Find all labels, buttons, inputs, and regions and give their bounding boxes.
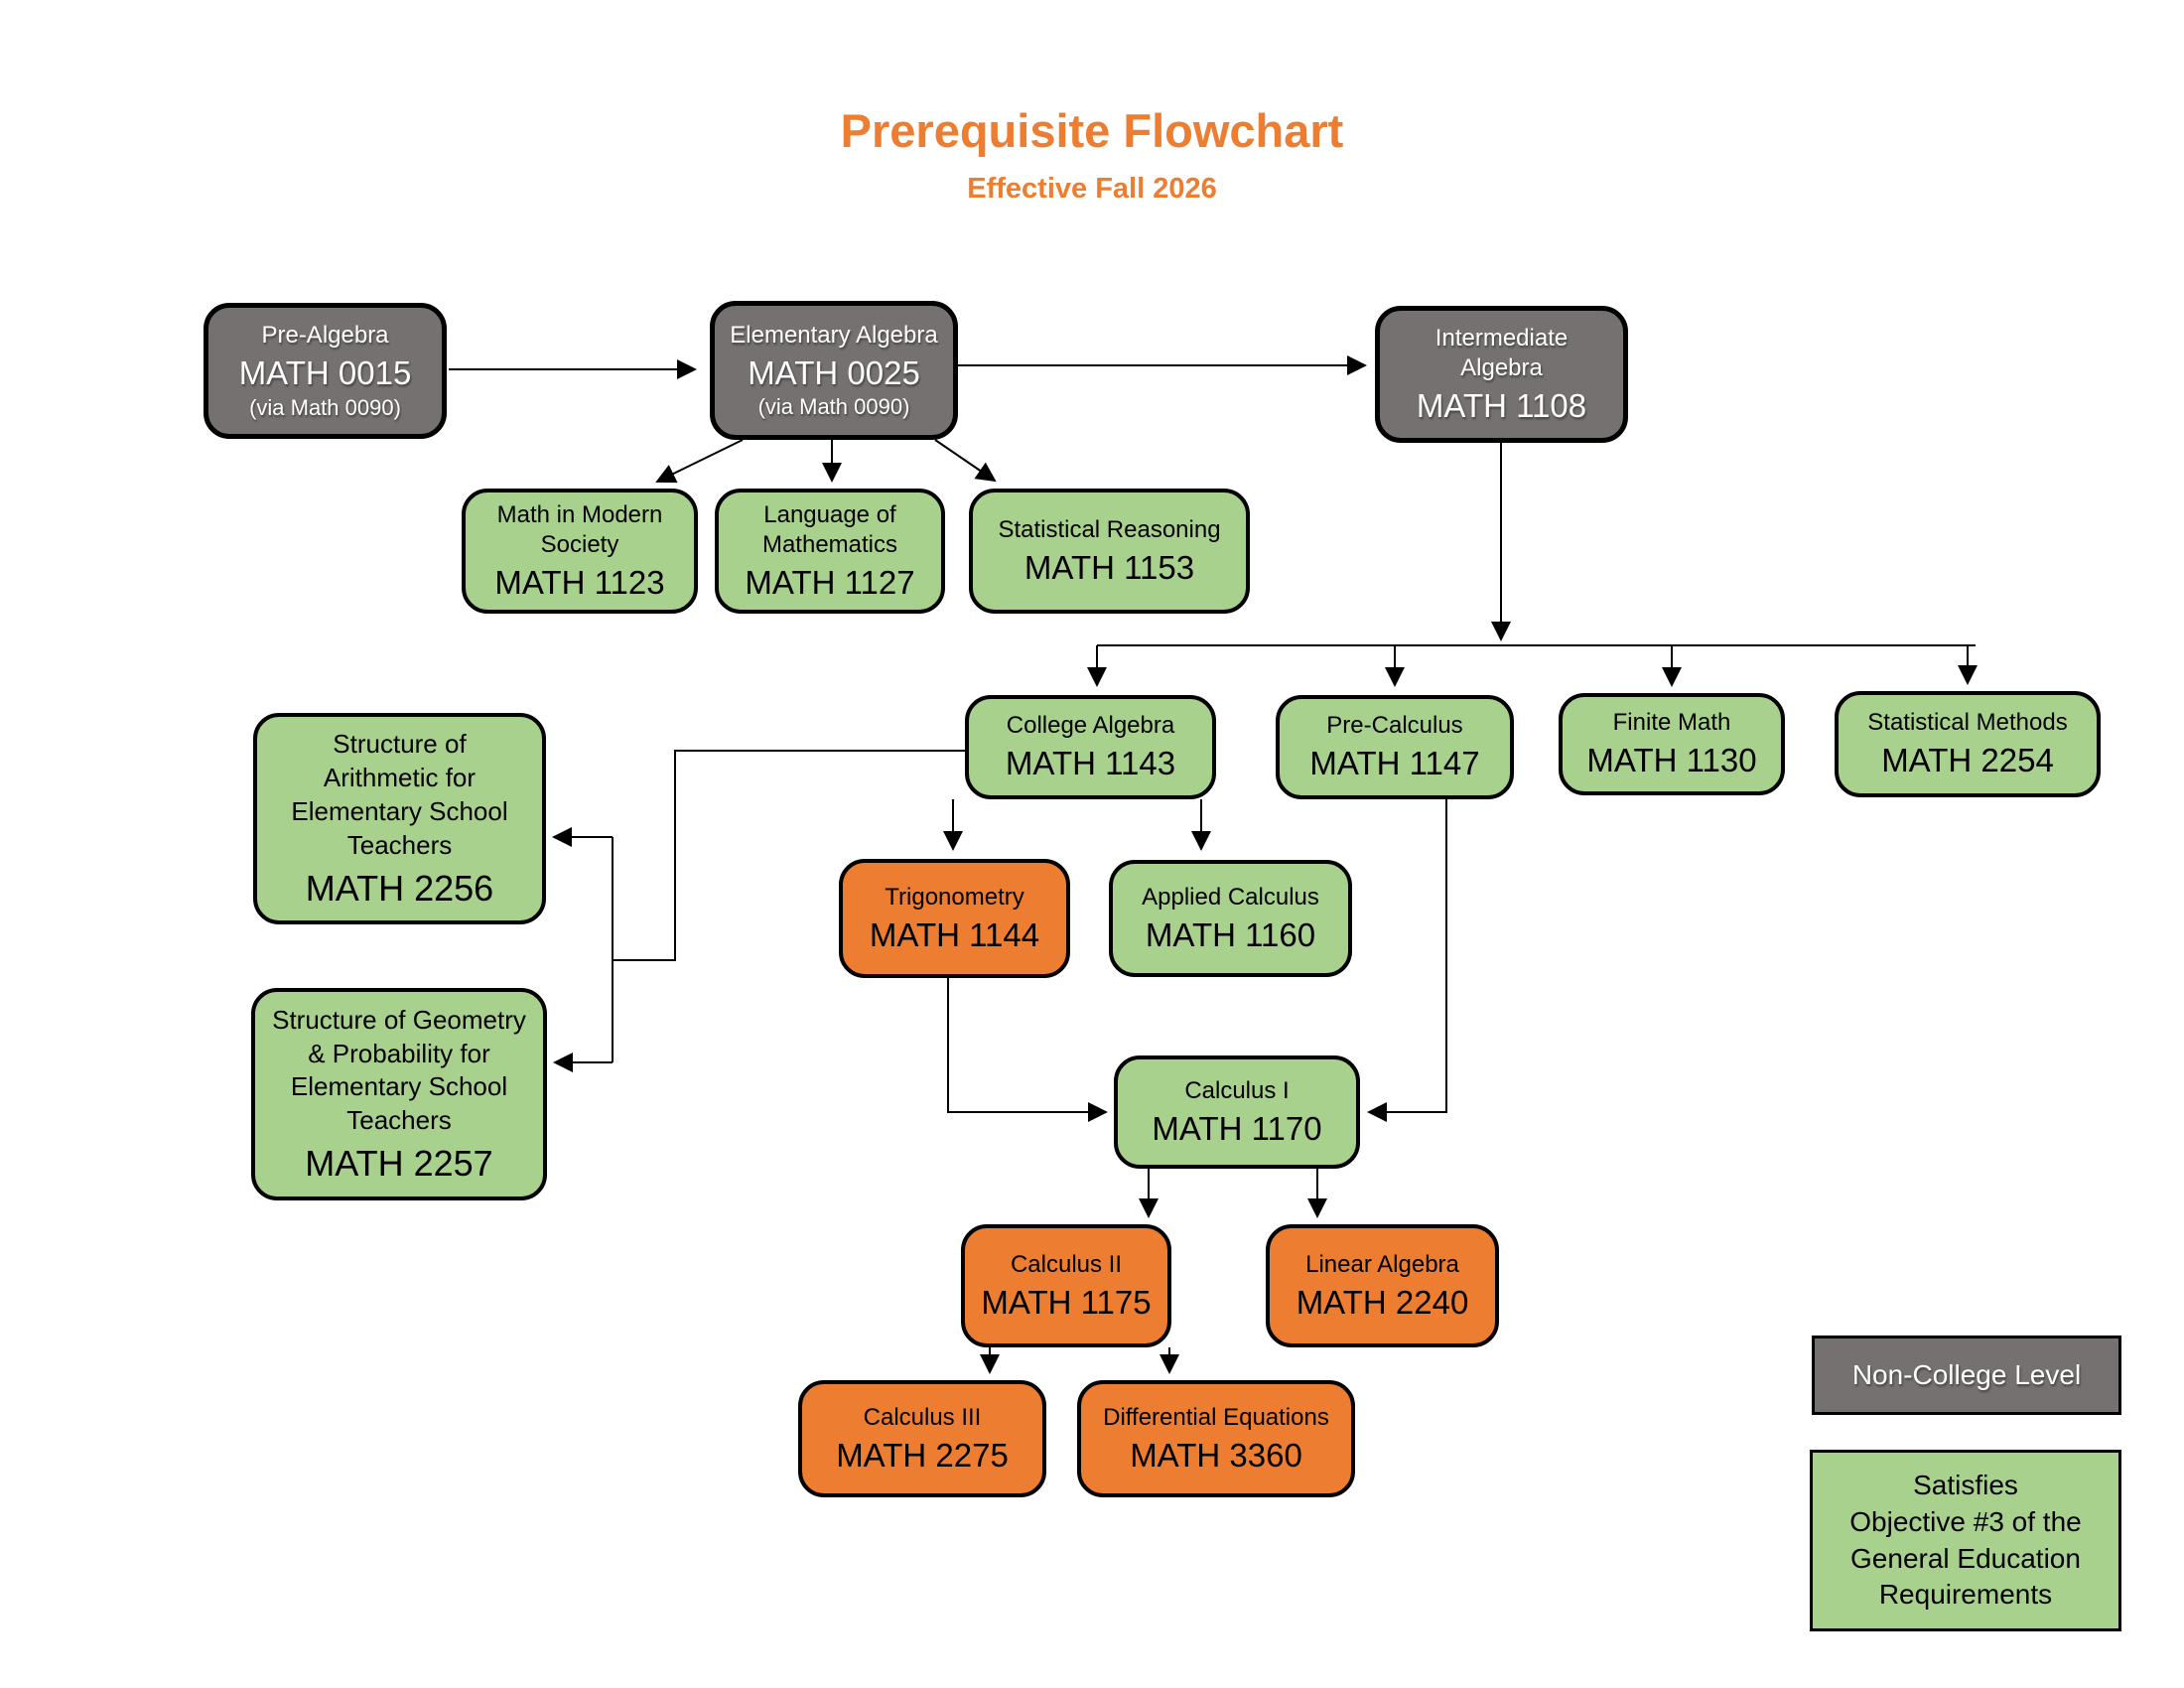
course-name: Calculus II bbox=[1010, 1250, 1123, 1278]
course-name: Pre-Calculus bbox=[1326, 712, 1463, 740]
course-code: MATH 1175 bbox=[981, 1283, 1152, 1321]
node-statistical-methods bbox=[1835, 691, 2101, 797]
course-name: Language of Mathematics bbox=[761, 500, 898, 558]
legend-non-college bbox=[1812, 1336, 2121, 1415]
course-code: MATH 3360 bbox=[1130, 1436, 1302, 1474]
node-math-in-modern-society bbox=[462, 489, 698, 614]
course-code: MATH 1147 bbox=[1309, 745, 1480, 782]
course-code: MATH 1143 bbox=[1005, 745, 1176, 782]
course-code: MATH 1160 bbox=[1145, 915, 1316, 953]
course-code: MATH 1153 bbox=[1024, 548, 1195, 586]
course-code: MATH 1127 bbox=[745, 563, 915, 601]
course-name: Calculus I bbox=[1184, 1076, 1290, 1104]
course-name: Elementary Algebra bbox=[730, 321, 938, 349]
course-name: Intermediate Algebra bbox=[1434, 324, 1569, 381]
course-code: MATH 2275 bbox=[836, 1436, 1009, 1474]
legend-label: Satisfies Objective #3 of the General Education Requirements bbox=[1849, 1469, 2082, 1611]
course-note: (via Math 0090) bbox=[249, 394, 401, 420]
course-name: Structure of Arithmetic for Elementary School Teachers bbox=[291, 729, 508, 860]
course-name: Statistical Methods bbox=[1867, 709, 2068, 737]
course-code: MATH 1144 bbox=[869, 915, 1040, 953]
legend-label: Non-College Level bbox=[1851, 1359, 2082, 1390]
course-code: MATH 2254 bbox=[1881, 742, 2054, 779]
course-code: MATH 2256 bbox=[305, 867, 494, 909]
course-name: Finite Math bbox=[1612, 709, 1731, 737]
node-trigonometry bbox=[839, 859, 1070, 978]
node-linear-algebra bbox=[1266, 1224, 1499, 1347]
page-subtitle: Effective Fall 2026 bbox=[967, 173, 1217, 205]
node-calculus-1 bbox=[1114, 1055, 1360, 1169]
course-code: MATH 1170 bbox=[1152, 1109, 1322, 1147]
course-name: Linear Algebra bbox=[1305, 1250, 1459, 1278]
course-name: Trigonometry bbox=[885, 883, 1024, 911]
course-code: MATH 0015 bbox=[238, 354, 412, 391]
edge-0025-to-1123 bbox=[657, 440, 743, 482]
page-title: Prerequisite Flowchart bbox=[840, 104, 1344, 157]
course-name: Structure of Geometry & Probability for Elementary School Teachers bbox=[272, 1004, 526, 1136]
node-statistical-reasoning bbox=[969, 489, 1250, 614]
course-name: College Algebra bbox=[1006, 712, 1175, 740]
node-college-algebra bbox=[965, 695, 1216, 799]
course-name: Calculus III bbox=[863, 1403, 982, 1431]
course-name: Pre-Algebra bbox=[261, 322, 389, 349]
node-pre-algebra bbox=[204, 303, 447, 439]
edge-1144-to-1170 bbox=[948, 978, 1106, 1112]
course-name: Math in Modern Society bbox=[496, 500, 663, 558]
course-code: MATH 0025 bbox=[748, 353, 920, 391]
course-name: Statistical Reasoning bbox=[998, 515, 1221, 543]
course-name: Differential Equations bbox=[1103, 1403, 1329, 1431]
node-elementary-algebra bbox=[710, 301, 958, 440]
course-code: MATH 1130 bbox=[1586, 742, 1757, 779]
node-intermediate-algebra bbox=[1375, 306, 1628, 443]
course-code: MATH 2240 bbox=[1296, 1283, 1469, 1321]
course-code: MATH 1108 bbox=[1416, 386, 1587, 424]
node-structure-geometry bbox=[251, 988, 547, 1200]
node-structure-arithmetic bbox=[253, 713, 546, 924]
node-differential-equations bbox=[1077, 1380, 1355, 1497]
course-note: (via Math 0090) bbox=[757, 394, 910, 420]
course-code: MATH 2257 bbox=[305, 1143, 493, 1184]
node-applied-calculus bbox=[1109, 860, 1352, 977]
node-pre-calculus bbox=[1276, 695, 1514, 799]
node-calculus-3 bbox=[798, 1380, 1046, 1497]
course-code: MATH 1123 bbox=[494, 563, 665, 601]
node-finite-math bbox=[1559, 693, 1785, 795]
legend-gen-ed bbox=[1810, 1450, 2121, 1631]
edge-1147-to-1170 bbox=[1369, 799, 1446, 1112]
node-calculus-2 bbox=[961, 1224, 1171, 1347]
edge-0025-to-1153 bbox=[935, 440, 995, 481]
node-language-of-mathematics bbox=[715, 489, 945, 614]
course-name: Applied Calculus bbox=[1142, 883, 1319, 911]
